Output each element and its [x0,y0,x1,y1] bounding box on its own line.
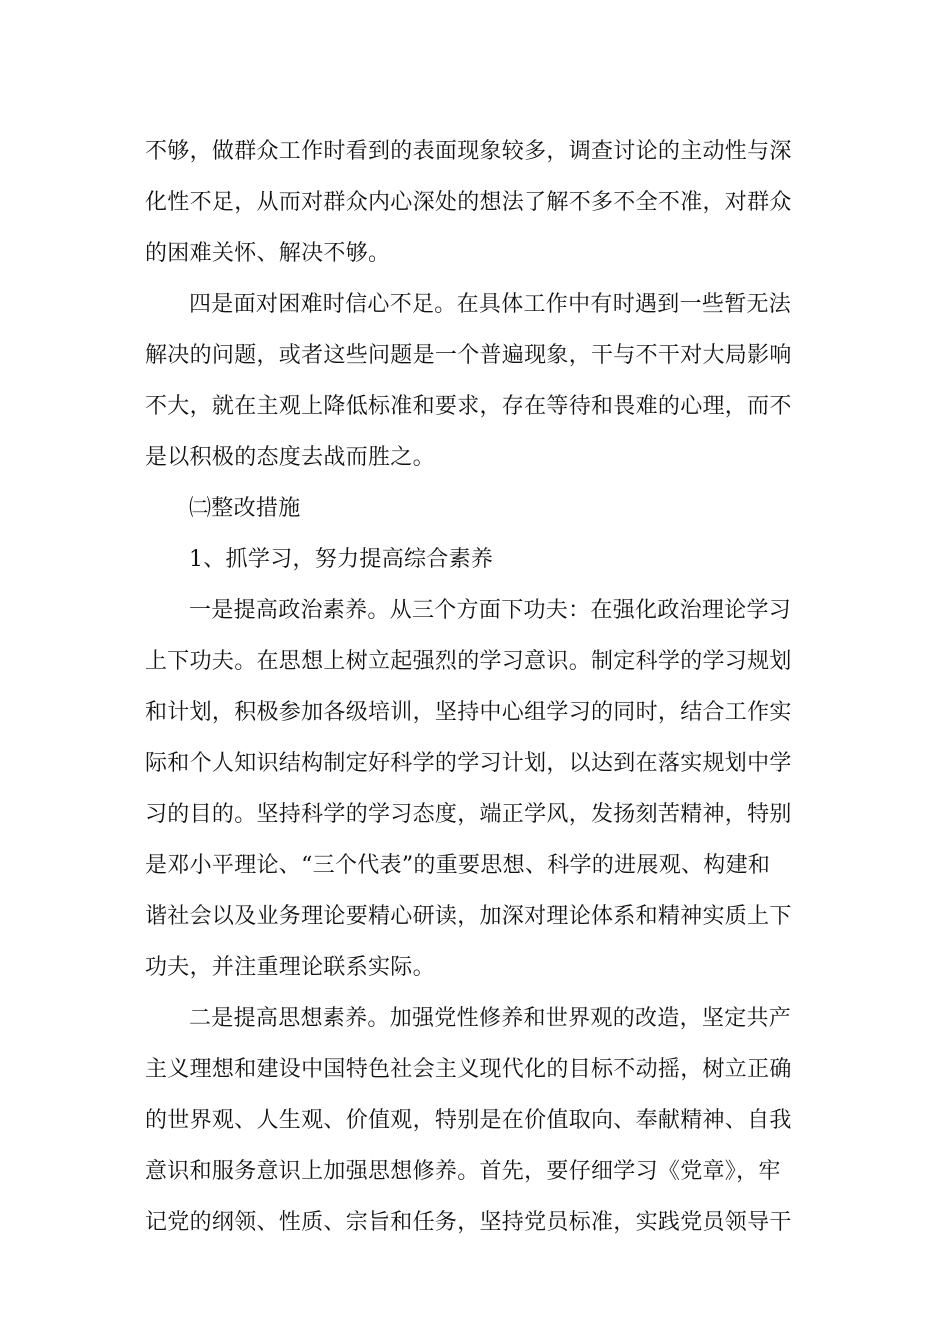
text-line: 功夫，并注重理论联系实际。 [145,955,435,980]
text-line: 不够，做群众工作时看到的表面现象较多，调查讨论的主动性与深 [145,139,792,164]
text-line: 不大，就在主观上降低标准和要求，存在等待和畏难的心理，而不 [145,394,792,419]
paragraph-start-line: 四是面对困难时信心不足。在具体工作中有时遇到一些暂无法 [189,292,792,317]
document-body [145,126,807,1248]
text-line: 是以积极的态度去战而胜之。 [145,445,435,470]
text-line: 的世界观、人生观、价值观，特别是在价值取向、奉献精神、自我 [145,1108,792,1133]
text-line: 习的目的。坚持科学的学习态度，端正学风，发扬刻苦精神，特别 [145,802,792,827]
section-heading: ㈡整改措施 [189,496,301,521]
text-line: 是邓小平理论、“三个代表”的重要思想、科学的进展观、构建和 [145,853,771,878]
text-line: 主义理想和建设中国特色社会主义现代化的目标不动摇，树立正确 [145,1057,792,1082]
text-line: 记党的纲领、性质、宗旨和任务，坚持党员标准，实践党员领导干 [145,1210,792,1235]
text-line: 解决的问题，或者这些问题是一个普遍现象，干与不干对大局影响 [145,343,792,368]
text-line: 谐社会以及业务理论要精心研读，加深对理论体系和精神实质上下 [145,904,792,929]
paragraph-start-line: 二是提高思想素养。加强党性修养和世界观的改造，坚定共产 [189,1006,792,1031]
text-line: 化性不足，从而对群众内心深处的想法了解不多不全不准，对群众 [145,190,792,215]
text-line: 意识和服务意识上加强思想修养。首先，要仔细学习《党章》，牢 [145,1159,781,1184]
subsection-heading: 1、抓学习，努力提高综合素养 [189,547,494,572]
text-line: 和计划，积极参加各级培训，坚持中心组学习的同时，结合工作实 [145,700,792,725]
text-line: 际和个人知识结构制定好科学的学习计划，以达到在落实规划中学 [145,751,792,776]
text-line: 上下功夫。在思想上树立起强烈的学习意识。制定科学的学习规划 [145,649,792,674]
paragraph-start-line: 一是提高政治素养。从三个方面下功夫：在强化政治理论学习 [189,598,792,623]
text-line: 的困难关怀、解决不够。 [145,241,391,266]
